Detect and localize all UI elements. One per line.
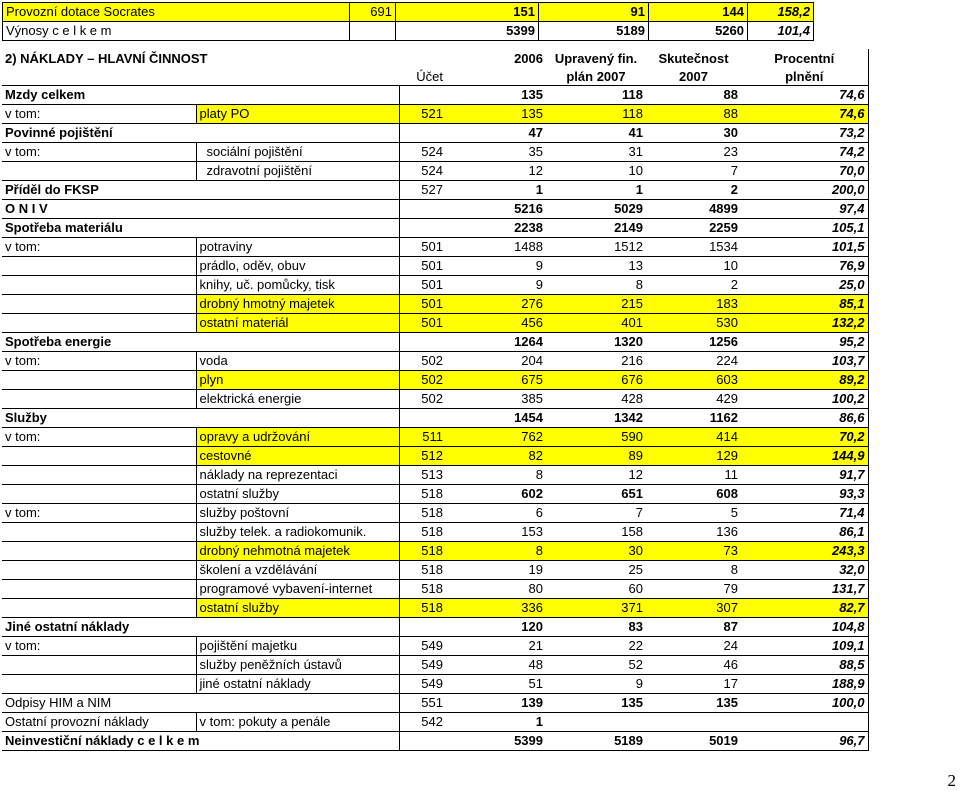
account-cell: 518 (399, 504, 446, 523)
value-2006-cell: 8 (446, 542, 546, 561)
account-cell: 501 (399, 314, 446, 333)
row-label: v tom: (2, 105, 196, 124)
row-label: Jiné ostatní náklady (2, 618, 399, 637)
value-percent-cell: 85,1 (741, 295, 868, 314)
row-sublabel: knihy, uč. pomůcky, tisk (196, 276, 399, 295)
value-actual-cell: 2 (646, 276, 741, 295)
revenue-label: Výnosy c e l k e m (3, 22, 350, 41)
value-actual-cell: 1256 (646, 333, 741, 352)
value-percent-cell: 243,3 (741, 542, 868, 561)
table-row (2, 105, 868, 124)
value-percent-cell: 74,6 (741, 86, 868, 105)
revenue-actual: 144 (649, 3, 748, 22)
col-skut-header-1: Skutečnost (658, 50, 729, 66)
account-cell: 518 (399, 580, 446, 599)
value-actual-cell: 46 (646, 656, 741, 675)
value-2006-cell: 2238 (446, 219, 546, 238)
row-sublabel: voda (196, 352, 399, 371)
value-percent-cell: 97,4 (741, 200, 868, 219)
revenue-table (2, 2, 814, 41)
account-cell: 501 (399, 238, 446, 257)
account-cell (399, 409, 446, 428)
row-sublabel: elektrická energie (196, 390, 399, 409)
value-plan-cell: 89 (546, 447, 646, 466)
value-plan-cell: 1342 (546, 409, 646, 428)
value-plan-cell (546, 713, 646, 732)
value-plan-cell: 371 (546, 599, 646, 618)
value-2006-cell: 6 (446, 504, 546, 523)
value-actual-cell: 135 (646, 694, 741, 713)
value-actual-cell: 17 (646, 675, 741, 694)
value-percent-cell: 96,7 (741, 732, 868, 751)
value-2006-cell: 21 (446, 637, 546, 656)
row-sublabel: cestovné (196, 447, 399, 466)
value-actual-cell: 10 (646, 257, 741, 276)
value-percent-cell: 95,2 (741, 333, 868, 352)
value-actual-cell: 5 (646, 504, 741, 523)
row-sublabel: v tom: pokuty a penále (196, 713, 399, 732)
row-label: Příděl do FKSP (2, 181, 399, 200)
col-plan-header-1: Upravený fin. (554, 50, 638, 66)
account-cell: 502 (399, 352, 446, 371)
revenue-plan: 91 (539, 3, 649, 22)
row-label: Odpisy HIM a NIM (2, 694, 399, 713)
row-sublabel: ostatní služby (196, 485, 399, 504)
col-2006-header: 2006 (514, 50, 543, 66)
value-plan-cell: 60 (546, 580, 646, 599)
row-sublabel: služby poštovní (196, 504, 399, 523)
table-row (2, 162, 868, 181)
revenue-2006: 151 (396, 3, 539, 22)
value-plan-cell: 7 (546, 504, 646, 523)
row-label (2, 162, 196, 181)
table-row (2, 181, 868, 200)
value-plan-cell: 118 (546, 86, 646, 105)
header-row-2 (2, 67, 868, 86)
table-row (2, 523, 868, 542)
account-cell: 551 (399, 694, 446, 713)
account-cell: 501 (399, 276, 446, 295)
revenue-percent: 101,4 (748, 22, 814, 41)
row-label (2, 466, 196, 485)
value-2006-cell: 9 (446, 257, 546, 276)
value-actual-cell: 307 (646, 599, 741, 618)
value-plan-cell: 5029 (546, 200, 646, 219)
value-actual-cell: 183 (646, 295, 741, 314)
table-row (2, 561, 868, 580)
row-sublabel: jiné ostatní náklady (196, 675, 399, 694)
value-2006-cell: 762 (446, 428, 546, 447)
value-percent-cell: 109,1 (741, 637, 868, 656)
account-cell (399, 333, 446, 352)
value-2006-cell: 1 (446, 713, 546, 732)
account-cell: 513 (399, 466, 446, 485)
table-row (2, 352, 868, 371)
table-row (2, 656, 868, 675)
revenue-2006: 5399 (396, 22, 539, 41)
value-2006-cell: 139 (446, 694, 546, 713)
table-row (2, 637, 868, 656)
row-label (2, 390, 196, 409)
row-label (2, 314, 196, 333)
value-actual-cell: 530 (646, 314, 741, 333)
value-2006-cell: 204 (446, 352, 546, 371)
row-sublabel: drobný nehmotná majetek (196, 542, 399, 561)
row-label: Neinvestiční náklady c e l k e m (2, 732, 399, 751)
value-actual-cell: 1534 (646, 238, 741, 257)
value-actual-cell: 7 (646, 162, 741, 181)
row-sublabel: prádlo, oděv, obuv (196, 257, 399, 276)
value-actual-cell: 224 (646, 352, 741, 371)
value-percent-cell: 71,4 (741, 504, 868, 523)
table-row (2, 238, 868, 257)
table-row (2, 333, 868, 352)
value-percent-cell: 104,8 (741, 618, 868, 637)
account-cell: 501 (399, 257, 446, 276)
value-percent-cell: 101,5 (741, 238, 868, 257)
revenue-percent: 158,2 (748, 3, 814, 22)
header-row-1 (2, 49, 868, 67)
row-sublabel: zdravotní pojištění (196, 162, 399, 181)
value-actual-cell: 603 (646, 371, 741, 390)
row-label: Povinné pojištění (2, 124, 399, 143)
row-sublabel: sociální pojištění (196, 143, 399, 162)
value-percent-cell: 132,2 (741, 314, 868, 333)
value-percent-cell (741, 713, 868, 732)
value-plan-cell: 8 (546, 276, 646, 295)
value-plan-cell: 216 (546, 352, 646, 371)
row-label: O N I V (2, 200, 399, 219)
table-row (2, 713, 868, 732)
value-plan-cell: 428 (546, 390, 646, 409)
value-2006-cell: 120 (446, 618, 546, 637)
row-label (2, 542, 196, 561)
account-cell: 521 (399, 105, 446, 124)
section-title: 2) NÁKLADY – HLAVNÍ ČINNOST (5, 50, 208, 66)
value-2006-cell: 8 (446, 466, 546, 485)
row-label (2, 447, 196, 466)
value-2006-cell: 82 (446, 447, 546, 466)
row-sublabel: programové vybavení-internet (196, 580, 399, 599)
account-cell (399, 732, 446, 751)
row-sublabel: ostatní materiál (196, 314, 399, 333)
value-plan-cell: 12 (546, 466, 646, 485)
value-actual-cell (646, 713, 741, 732)
value-plan-cell: 1512 (546, 238, 646, 257)
value-plan-cell: 1 (546, 181, 646, 200)
value-percent-cell: 93,3 (741, 485, 868, 504)
table-row (2, 542, 868, 561)
table-row (2, 675, 868, 694)
value-actual-cell: 1162 (646, 409, 741, 428)
value-actual-cell: 88 (646, 105, 741, 124)
table-row (2, 257, 868, 276)
value-actual-cell: 4899 (646, 200, 741, 219)
row-sublabel: pojištění majetku (196, 637, 399, 656)
col-proc-header-2: plnění (741, 67, 868, 86)
col-skut-header-2: 2007 (646, 67, 741, 86)
row-label: v tom: (2, 637, 196, 656)
page-number: 2 (947, 771, 956, 790)
row-label: Ostatní provozní náklady (2, 713, 196, 732)
value-2006-cell: 35 (446, 143, 546, 162)
value-plan-cell: 676 (546, 371, 646, 390)
value-actual-cell: 24 (646, 637, 741, 656)
account-cell: 518 (399, 523, 446, 542)
row-label (2, 523, 196, 542)
revenue-label: Provozní dotace Socrates (3, 3, 350, 22)
account-cell: 502 (399, 371, 446, 390)
table-row (2, 580, 868, 599)
value-2006-cell: 51 (446, 675, 546, 694)
row-sublabel: ostatní služby (196, 599, 399, 618)
value-plan-cell: 401 (546, 314, 646, 333)
account-cell: 542 (399, 713, 446, 732)
value-plan-cell: 52 (546, 656, 646, 675)
value-actual-cell: 2259 (646, 219, 741, 238)
row-label: Spotřeba energie (2, 333, 399, 352)
value-plan-cell: 31 (546, 143, 646, 162)
value-percent-cell: 73,2 (741, 124, 868, 143)
revenue-account: 691 (350, 3, 396, 22)
account-cell: 511 (399, 428, 446, 447)
col-proc-header-1: Procentní (741, 49, 868, 67)
col-ucet-header: Účet (399, 67, 446, 86)
value-percent-cell: 89,2 (741, 371, 868, 390)
table-row (2, 295, 868, 314)
row-label: v tom: (2, 238, 196, 257)
value-2006-cell: 9 (446, 276, 546, 295)
table-row (2, 276, 868, 295)
table-row (2, 447, 868, 466)
costs-table (2, 49, 869, 751)
revenue-plan: 5189 (539, 22, 649, 41)
account-cell: 524 (399, 143, 446, 162)
row-label: Služby (2, 409, 399, 428)
value-actual-cell: 87 (646, 618, 741, 637)
table-row (2, 504, 868, 523)
value-actual-cell: 30 (646, 124, 741, 143)
row-label: v tom: (2, 428, 196, 447)
account-cell: 524 (399, 162, 446, 181)
value-2006-cell: 1488 (446, 238, 546, 257)
revenue-row (3, 3, 814, 22)
value-plan-cell: 590 (546, 428, 646, 447)
value-2006-cell: 1 (446, 181, 546, 200)
table-row (2, 694, 868, 713)
value-plan-cell: 2149 (546, 219, 646, 238)
row-sublabel: služby peněžních ústavů (196, 656, 399, 675)
value-plan-cell: 118 (546, 105, 646, 124)
table-row (2, 428, 868, 447)
value-plan-cell: 1320 (546, 333, 646, 352)
value-percent-cell: 74,6 (741, 105, 868, 124)
revenue-row (3, 22, 814, 41)
account-cell: 518 (399, 599, 446, 618)
value-2006-cell: 5399 (446, 732, 546, 751)
value-percent-cell: 144,9 (741, 447, 868, 466)
value-2006-cell: 5216 (446, 200, 546, 219)
row-sublabel: náklady na reprezentaci (196, 466, 399, 485)
value-actual-cell: 8 (646, 561, 741, 580)
revenue-account (350, 22, 396, 41)
table-row (2, 485, 868, 504)
row-label: v tom: (2, 143, 196, 162)
value-2006-cell: 12 (446, 162, 546, 181)
value-actual-cell: 414 (646, 428, 741, 447)
account-cell: 502 (399, 390, 446, 409)
row-sublabel: plyn (196, 371, 399, 390)
value-2006-cell: 135 (446, 86, 546, 105)
value-2006-cell: 19 (446, 561, 546, 580)
value-actual-cell: 79 (646, 580, 741, 599)
value-percent-cell: 100,0 (741, 694, 868, 713)
value-2006-cell: 1454 (446, 409, 546, 428)
table-row (2, 466, 868, 485)
col-plan-header-2: plán 2007 (546, 67, 646, 86)
value-plan-cell: 25 (546, 561, 646, 580)
row-label (2, 257, 196, 276)
value-percent-cell: 86,1 (741, 523, 868, 542)
row-sublabel: potraviny (196, 238, 399, 257)
value-2006-cell: 336 (446, 599, 546, 618)
value-percent-cell: 25,0 (741, 276, 868, 295)
account-cell: 527 (399, 181, 446, 200)
value-percent-cell: 82,7 (741, 599, 868, 618)
account-cell: 518 (399, 561, 446, 580)
table-row (2, 86, 868, 105)
value-2006-cell: 602 (446, 485, 546, 504)
account-cell: 549 (399, 637, 446, 656)
value-actual-cell: 23 (646, 143, 741, 162)
table-row (2, 124, 868, 143)
table-row (2, 618, 868, 637)
row-label: v tom: (2, 352, 196, 371)
row-label (2, 295, 196, 314)
table-row (2, 219, 868, 238)
value-2006-cell: 153 (446, 523, 546, 542)
table-row (2, 143, 868, 162)
row-label (2, 485, 196, 504)
row-sublabel: služby telek. a radiokomunik. (196, 523, 399, 542)
value-percent-cell: 76,9 (741, 257, 868, 276)
value-actual-cell: 5019 (646, 732, 741, 751)
value-plan-cell: 135 (546, 694, 646, 713)
row-label: Mzdy celkem (2, 86, 399, 105)
row-sublabel: platy PO (196, 105, 399, 124)
row-label (2, 656, 196, 675)
table-row (2, 599, 868, 618)
value-2006-cell: 48 (446, 656, 546, 675)
value-plan-cell: 5189 (546, 732, 646, 751)
value-percent-cell: 70,0 (741, 162, 868, 181)
value-plan-cell: 9 (546, 675, 646, 694)
row-sublabel: opravy a udržování (196, 428, 399, 447)
value-2006-cell: 1264 (446, 333, 546, 352)
value-2006-cell: 47 (446, 124, 546, 143)
row-sublabel: školení a vzdělávání (196, 561, 399, 580)
value-actual-cell: 2 (646, 181, 741, 200)
value-percent-cell: 32,0 (741, 561, 868, 580)
account-cell: 549 (399, 675, 446, 694)
value-percent-cell: 188,9 (741, 675, 868, 694)
value-actual-cell: 429 (646, 390, 741, 409)
value-actual-cell: 608 (646, 485, 741, 504)
value-actual-cell: 88 (646, 86, 741, 105)
account-cell: 518 (399, 542, 446, 561)
value-actual-cell: 129 (646, 447, 741, 466)
value-plan-cell: 41 (546, 124, 646, 143)
value-plan-cell: 215 (546, 295, 646, 314)
value-plan-cell: 83 (546, 618, 646, 637)
value-percent-cell: 70,2 (741, 428, 868, 447)
value-actual-cell: 136 (646, 523, 741, 542)
account-cell (399, 618, 446, 637)
row-label: Spotřeba materiálu (2, 219, 399, 238)
value-plan-cell: 651 (546, 485, 646, 504)
row-label (2, 276, 196, 295)
row-sublabel: drobný hmotný majetek (196, 295, 399, 314)
value-percent-cell: 88,5 (741, 656, 868, 675)
account-cell (399, 86, 446, 105)
value-2006-cell: 675 (446, 371, 546, 390)
value-plan-cell: 30 (546, 542, 646, 561)
value-percent-cell: 105,1 (741, 219, 868, 238)
table-row (2, 390, 868, 409)
row-label (2, 580, 196, 599)
value-actual-cell: 73 (646, 542, 741, 561)
row-label (2, 371, 196, 390)
row-label: v tom: (2, 504, 196, 523)
account-cell (399, 219, 446, 238)
table-row (2, 371, 868, 390)
value-percent-cell: 131,7 (741, 580, 868, 599)
value-plan-cell: 158 (546, 523, 646, 542)
value-percent-cell: 86,6 (741, 409, 868, 428)
account-cell: 549 (399, 656, 446, 675)
account-cell (399, 124, 446, 143)
value-plan-cell: 13 (546, 257, 646, 276)
table-row (2, 732, 868, 751)
value-2006-cell: 80 (446, 580, 546, 599)
value-plan-cell: 22 (546, 637, 646, 656)
account-cell: 501 (399, 295, 446, 314)
table-row (2, 314, 868, 333)
revenue-actual: 5260 (649, 22, 748, 41)
value-2006-cell: 135 (446, 105, 546, 124)
value-plan-cell: 10 (546, 162, 646, 181)
account-cell (399, 200, 446, 219)
value-percent-cell: 100,2 (741, 390, 868, 409)
value-percent-cell: 200,0 (741, 181, 868, 200)
table-row (2, 200, 868, 219)
value-percent-cell: 74,2 (741, 143, 868, 162)
row-label (2, 599, 196, 618)
value-2006-cell: 276 (446, 295, 546, 314)
account-cell: 518 (399, 485, 446, 504)
value-percent-cell: 103,7 (741, 352, 868, 371)
row-label (2, 561, 196, 580)
value-2006-cell: 456 (446, 314, 546, 333)
account-cell: 512 (399, 447, 446, 466)
row-label (2, 675, 196, 694)
table-row (2, 409, 868, 428)
value-actual-cell: 11 (646, 466, 741, 485)
value-percent-cell: 91,7 (741, 466, 868, 485)
value-2006-cell: 385 (446, 390, 546, 409)
